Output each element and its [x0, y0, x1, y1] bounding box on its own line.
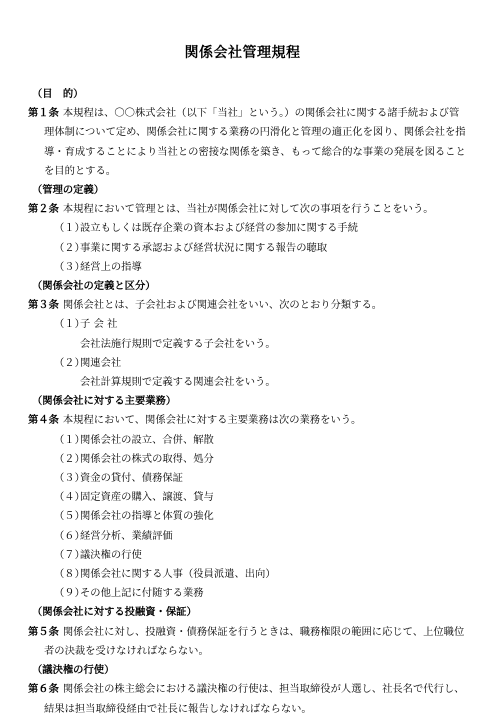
item-text: 関係会社の設立、合併、解散: [80, 433, 214, 446]
article-number: 第５条: [28, 625, 59, 638]
list-item: [28, 488, 468, 507]
item-number: （２）: [54, 241, 85, 254]
article: [28, 296, 468, 315]
item-text: その他上記に付随する業務: [80, 587, 204, 600]
article-text: 関係会社とは、子会社および関連会社をいい、次のとおり分類する。: [62, 299, 383, 312]
list-item: [28, 469, 468, 488]
item-number: （５）: [54, 510, 85, 523]
section-heading: （関係会社の定義と区分）: [32, 280, 156, 293]
item-number: （４）: [54, 491, 85, 504]
item-text: 関連会社: [80, 356, 122, 369]
item-number: （１）: [54, 222, 85, 235]
list-item: [28, 431, 468, 450]
item-text: 関係会社の株式の取得、処分: [80, 452, 214, 465]
item-text: 資金の貸付、債務保証: [80, 472, 183, 485]
article-number: 第１条: [28, 107, 59, 120]
item-number: （９）: [54, 587, 85, 600]
item-text: 設立もしくは既存企業の資本および経営の参加に関する手続: [80, 222, 359, 235]
item-number: （１）: [54, 318, 85, 331]
item-number: （２）: [54, 356, 85, 369]
item-text: 関係会社の指導と体質の強化: [80, 510, 214, 523]
article-text: 本規程において、関係会社に対する主要業務は次の業務をいう。: [62, 414, 362, 427]
list-item: [28, 450, 468, 469]
section-heading: （議決権の行使）: [32, 664, 115, 677]
section-heading: （関係会社に対する主要業務）: [32, 395, 177, 408]
document-title: 関係会社管理規程: [184, 45, 301, 61]
article-number: 第３条: [28, 299, 59, 312]
list-item: [28, 584, 468, 603]
list-item: [28, 354, 468, 373]
item-number: （２）: [54, 452, 85, 465]
article-number: 第２条: [28, 203, 59, 216]
article: [28, 680, 468, 718]
item-description: 会社法施行規則で定義する子会社をいう。: [80, 337, 276, 350]
item-text: 子 会 社: [80, 318, 118, 331]
list-item: [28, 546, 468, 565]
section-heading: （関係会社に対する投融資・保証）: [32, 606, 197, 619]
article-number: 第４条: [28, 414, 59, 427]
article: [28, 104, 468, 181]
item-number: （３）: [54, 260, 85, 273]
list-item: [28, 315, 468, 334]
article: [28, 200, 468, 219]
list-item: [28, 258, 468, 277]
article: [28, 411, 468, 430]
list-item: [28, 507, 468, 526]
item-number: （１）: [54, 433, 85, 446]
item-text: 議決権の行使: [80, 548, 142, 561]
article-number: 第６条: [28, 683, 59, 696]
item-text: 事業に関する承認および経営状況に関する報告の聴取: [80, 241, 328, 254]
item-number: （８）: [54, 568, 85, 581]
item-text: 固定資産の購入、譲渡、貸与: [80, 491, 214, 504]
section-heading: （目 的）: [32, 88, 84, 100]
article-text: 本規程は、〇〇株式会社（以下「当社」という。）の関係会社に関する諸手続および管理体制について定め、関係会社に関する業務の円滑化と管理の適正化を図り、関係会社を指導・育成することにより当社との密接な関係を築き、もって総合的な事業の発展を図ることを目的とする。: [44, 107, 466, 177]
list-item: [28, 565, 468, 584]
item-text: 経営上の指導: [80, 260, 142, 273]
list-item: [28, 527, 468, 546]
document-body: [28, 85, 468, 719]
item-text: 関係会社に関する人事（役員派遣、出向）: [80, 568, 276, 581]
item-number: （３）: [54, 472, 85, 485]
list-item: [28, 239, 468, 258]
section-heading: （管理の定義）: [32, 184, 105, 197]
article-text: 関係会社に対し、投融資・債務保証を行うときは、職務権限の範囲に応じて、上位職位者の決裁を受けなければならない。: [44, 625, 465, 657]
item-number: （６）: [54, 529, 85, 542]
item-text: 経営分析、業績評価: [80, 529, 173, 542]
article-text: 関係会社の株主総会における議決権の行使は、担当取締役が人選し、社長名で代行し、結果は担当取締役経由で社長に報告しなければならない。: [44, 683, 465, 715]
article: [28, 623, 468, 661]
article-text: 本規程において管理とは、当社が関係会社に対して次の事項を行うことをいう。: [62, 203, 434, 216]
list-item: [28, 219, 468, 238]
item-number: （７）: [54, 548, 85, 561]
item-description: 会社計算規則で定義する関連会社をいう。: [80, 376, 276, 389]
